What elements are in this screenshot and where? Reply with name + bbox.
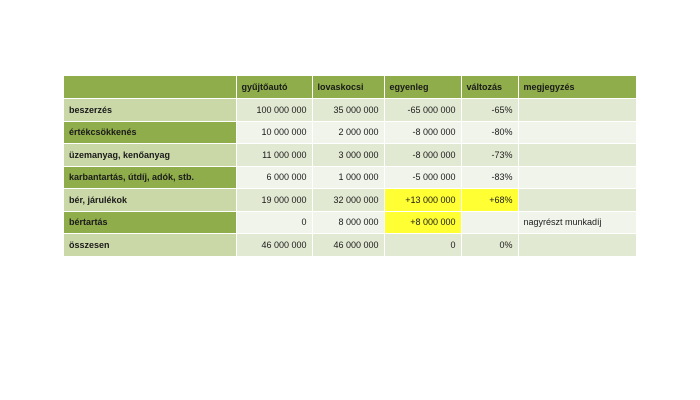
table-cell: -80% bbox=[461, 121, 518, 144]
highlighted-cell: +13 000 000 bbox=[384, 189, 461, 212]
table-cell: 19 000 000 bbox=[236, 189, 312, 212]
table-cell: 0 bbox=[384, 234, 461, 257]
table-cell: -65 000 000 bbox=[384, 99, 461, 122]
header-cell-empty bbox=[64, 76, 236, 99]
table-cell: -8 000 000 bbox=[384, 144, 461, 167]
row-label: értékcsökkenés bbox=[64, 121, 236, 144]
table-cell: 32 000 000 bbox=[312, 189, 384, 212]
row-label: karbantartás, útdíj, adók, stb. bbox=[64, 166, 236, 189]
table-cell bbox=[518, 234, 636, 257]
table-cell: 6 000 000 bbox=[236, 166, 312, 189]
table-row bbox=[64, 211, 636, 234]
header-cell-valtozas: változás bbox=[461, 76, 518, 99]
highlighted-cell: +68% bbox=[461, 189, 518, 212]
table-cell: 3 000 000 bbox=[312, 144, 384, 167]
cost-comparison-table bbox=[64, 76, 637, 257]
table-cell: 2 000 000 bbox=[312, 121, 384, 144]
table-cell: 46 000 000 bbox=[312, 234, 384, 257]
table-cell: 8 000 000 bbox=[312, 211, 384, 234]
table-row bbox=[64, 99, 636, 122]
table-cell bbox=[461, 211, 518, 234]
table-cell bbox=[518, 99, 636, 122]
row-label: összesen bbox=[64, 234, 236, 257]
table-cell: nagyrészt munkadíj bbox=[518, 211, 636, 234]
row-label: üzemanyag, kenőanyag bbox=[64, 144, 236, 167]
row-label: bér, járulékok bbox=[64, 189, 236, 212]
table-cell: 0% bbox=[461, 234, 518, 257]
table-row bbox=[64, 189, 636, 212]
table-row bbox=[64, 166, 636, 189]
table-row bbox=[64, 234, 636, 257]
highlighted-cell: +8 000 000 bbox=[384, 211, 461, 234]
table-cell: -83% bbox=[461, 166, 518, 189]
row-label: beszerzés bbox=[64, 99, 236, 122]
header-cell-lovaskocsi: lovaskocsi bbox=[312, 76, 384, 99]
table-row bbox=[64, 121, 636, 144]
table-cell: -8 000 000 bbox=[384, 121, 461, 144]
header-row bbox=[64, 76, 636, 99]
table-cell: 0 bbox=[236, 211, 312, 234]
table-cell bbox=[518, 189, 636, 212]
table-cell: 11 000 000 bbox=[236, 144, 312, 167]
table-cell: 46 000 000 bbox=[236, 234, 312, 257]
table-cell: -73% bbox=[461, 144, 518, 167]
table-cell bbox=[518, 166, 636, 189]
table-row bbox=[64, 144, 636, 167]
table-cell: 35 000 000 bbox=[312, 99, 384, 122]
row-label: bértartás bbox=[64, 211, 236, 234]
table-cell: -5 000 000 bbox=[384, 166, 461, 189]
header-cell-gyujtoauto: gyűjtőautó bbox=[236, 76, 312, 99]
table-cell bbox=[518, 121, 636, 144]
table-cell bbox=[518, 144, 636, 167]
table-cell: 1 000 000 bbox=[312, 166, 384, 189]
table-cell: 10 000 000 bbox=[236, 121, 312, 144]
table-cell: -65% bbox=[461, 99, 518, 122]
table-cell: 100 000 000 bbox=[236, 99, 312, 122]
header-cell-megjegyzes: megjegyzés bbox=[518, 76, 636, 99]
header-cell-egyenleg: egyenleg bbox=[384, 76, 461, 99]
